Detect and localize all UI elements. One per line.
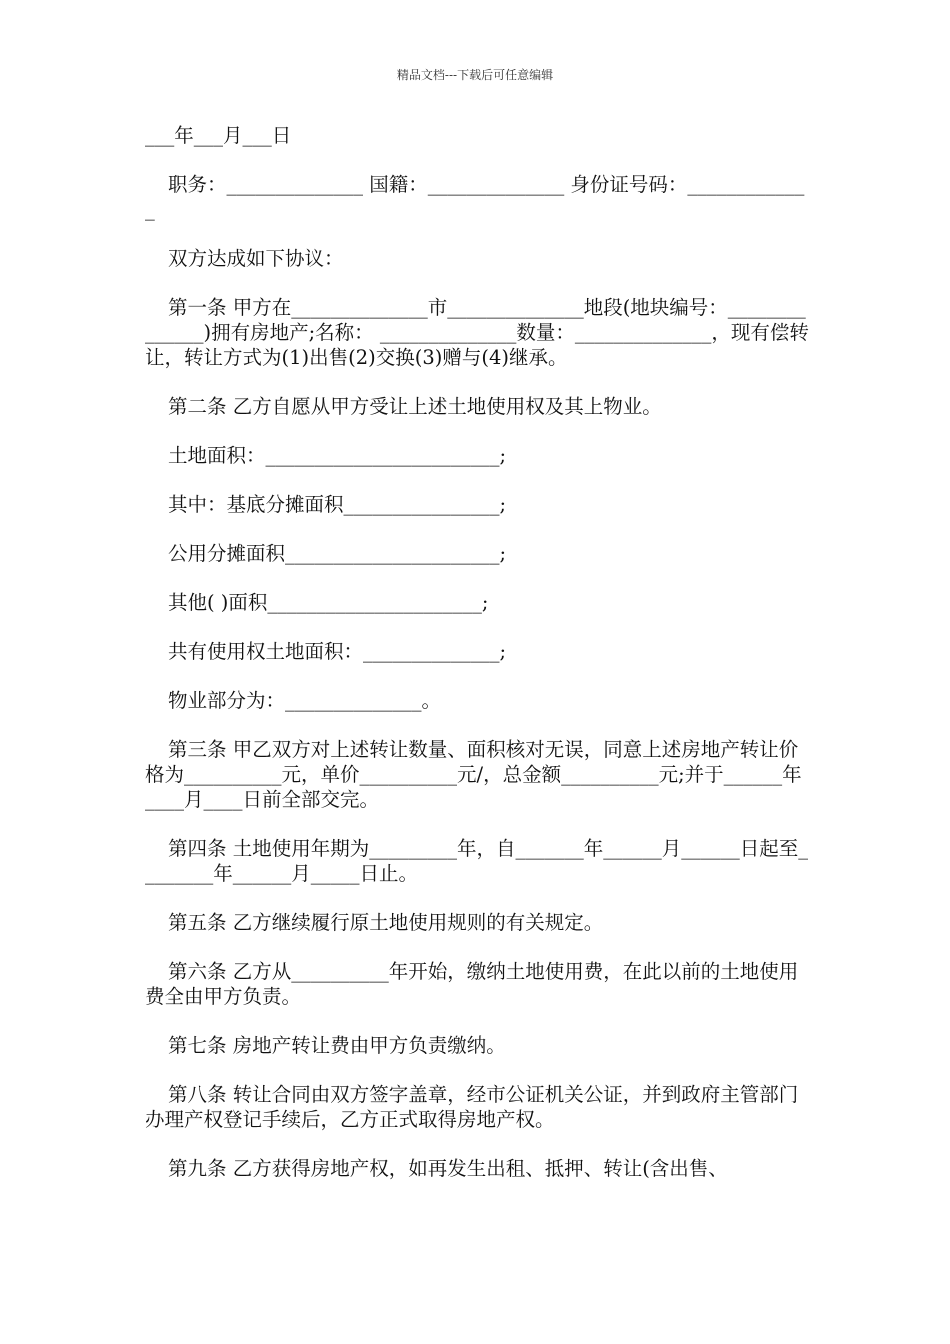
article-1: 第一条 甲方在______________市______________地段(地块编号：______________)拥有房地产;名称： ______________数量：______________，现有偿转让，转让方式为(1)出售(2)交换(3)赠与(4)继承。 xyxy=(145,296,809,369)
article-8: 第八条 转让合同由双方签字盖章，经市公证机关公证，并到政府主管部门办理产权登记手续后，乙方正式取得房地产权。 xyxy=(145,1083,799,1131)
property-part-line: 物业部分为：______________。 xyxy=(168,689,442,712)
article-9: 第九条 乙方获得房地产权，如再发生出租、抵押、转让(含出售、 xyxy=(168,1157,728,1180)
public-shared-area-line: 公用分摊面积______________________; xyxy=(168,542,507,565)
article-6: 第六条 乙方从__________年开始，缴纳土地使用费，在此以前的土地使用费全由甲方负责。 xyxy=(145,960,799,1008)
agreement-intro: 双方达成如下协议： xyxy=(168,247,344,270)
date-line: ___年___月___日 xyxy=(145,124,292,147)
other-area-line: 其他( )面积______________________; xyxy=(168,591,489,614)
article-3: 第三条 甲乙双方对上述转让数量、面积核对无误，同意上述房地产转让价格为__________元，单价__________元/，总金额__________元;并于______年____月____日前全部交完。 xyxy=(145,738,802,811)
co-use-land-area-line: 共有使用权土地面积：______________; xyxy=(168,640,507,663)
position-nationality-id-line: 职务：______________ 国籍：______________ 身份证号码：_____________ xyxy=(145,173,805,221)
article-7: 第七条 房地产转让费由甲方负责缴纳。 xyxy=(168,1034,506,1057)
document-body xyxy=(145,123,809,1205)
base-shared-area-line: 其中：基底分摊面积________________; xyxy=(168,493,507,516)
land-area-line: 土地面积：________________________; xyxy=(168,444,507,467)
article-5: 第五条 乙方继续履行原土地使用规则的有关规定。 xyxy=(168,911,604,934)
article-2: 第二条 乙方自愿从甲方受让上述土地使用权及其上物业。 xyxy=(168,395,662,418)
article-4: 第四条 土地使用年期为_________年，自_______年______月______日起至________年______月_____日止。 xyxy=(145,837,808,885)
page-header-watermark: 精品文档---下载后可任意编辑 xyxy=(396,68,554,82)
